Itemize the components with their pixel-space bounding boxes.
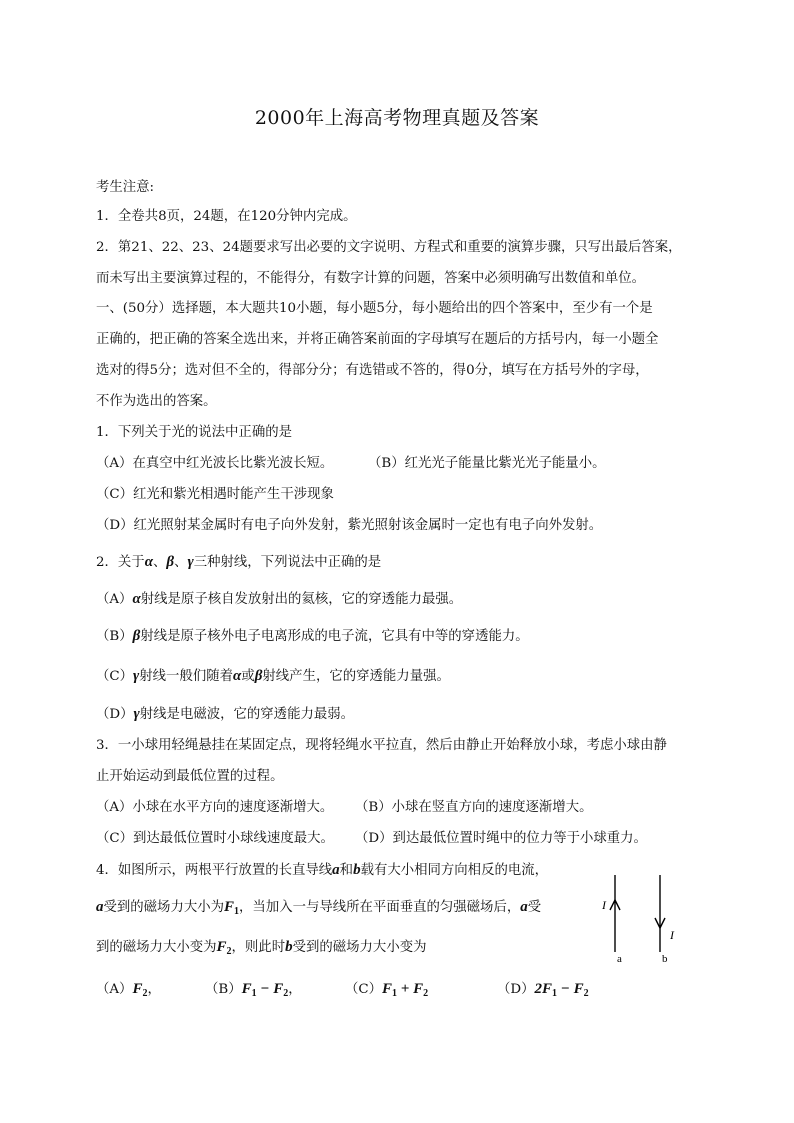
q1-stem: 1．下列关于光的说法中正确的是 [96,425,292,440]
coefficient: 2 [534,981,543,997]
section-intro-line-4: 不作为选出的答案。 [96,394,217,409]
q3-stem-line-2: 止开始运动到最低位置的过程。 [96,769,284,784]
wire-a-symbol: a [332,862,340,878]
q4-stem-line-2 [96,898,541,921]
section-intro-line-2: 正确的，把正确的答案全选出来，并将正确答案前面的字母填写在题后的方括号内，每一小题全 [96,332,659,347]
force-f2 [217,939,232,955]
operator: + [397,981,414,997]
force-symbol: F [216,939,227,955]
option-text: 或 [241,669,255,684]
page-title: 2000年上海高考物理真题及答案 [254,107,540,129]
option-text: 射线一般们随着 [139,669,234,684]
option-text: ， [288,982,302,997]
q4-text: ，当加入一与导线所在平面垂直的匀强磁场后， [239,900,521,915]
current-label-a: I [602,898,606,912]
subscript: 2 [226,946,232,957]
notice-item-1: 1．全卷共8页，24题，在120分钟内完成。 [96,209,357,224]
option-text: 射线产生，它的穿透能力量强。 [262,669,450,684]
wire-a-symbol: a [96,899,104,915]
gamma-symbol: γ [187,554,194,570]
alpha-symbol: α [233,668,242,684]
force-symbol: F [241,981,252,997]
parallel-wires-figure [596,872,686,972]
option-label: （B） [205,982,242,997]
wire-a-symbol: a [520,899,528,915]
option-label: （A） [96,982,133,997]
notice-item-2: 2．第21、22、23、24题要求写出必要的文字说明、方程式和重要的演算步骤，只写出最后答案， [96,240,682,255]
q4-text: 到的磁场力大小变为 [96,940,217,955]
q4-option-a [96,980,161,1003]
force-symbol: F [542,981,553,997]
subscript: 2 [283,988,289,999]
q4-stem-line-3 [96,938,427,961]
subscript: 1 [234,906,240,917]
q4-option-c [345,980,428,1003]
subscript: 1 [552,988,558,999]
subscript: 2 [423,988,429,999]
option-label: （C） [96,669,134,684]
q4-stem-line-1 [96,861,548,880]
q4-text: 和 [339,863,354,878]
subscript: 2 [142,988,148,999]
q2-option-c [96,667,450,686]
q4-option-d [497,980,589,1003]
q3-option-c: （C）到达最低位置时小球线速度最大。 [96,831,334,846]
subscript: 1 [392,988,398,999]
q2-num: 2．关于 [96,555,145,570]
q2-option-d [96,705,354,724]
notice-heading: 考生注意: [96,180,155,195]
q3-option-a: （A）小球在水平方向的速度逐渐增大。 [96,800,334,815]
operator: − [557,981,574,997]
wire-a-label: a [617,953,622,965]
q4-text: ，则此时 [231,940,286,955]
option-label: （D） [497,982,535,997]
beta-symbol: β [254,668,263,684]
force-symbol: F [224,899,235,915]
wire-b-symbol: b [285,939,293,955]
q2-stem [96,553,381,572]
section-intro-line-1: 一、(50分）选择题，本大题共10小题，每小题5分，每小题给出的四个答案中，至少有一个是 [96,301,653,316]
force-symbol: F [413,981,424,997]
force-f1 [224,899,239,915]
q2-stem-tail: 三种射线，下列说法中正确的是 [193,555,382,570]
subscript: 1 [251,988,257,999]
gamma-symbol: γ [133,706,140,722]
alpha-symbol: α [132,591,141,607]
option-label: （A） [96,592,133,607]
q2-option-a [96,590,462,609]
option-text: 射线是原子核外电子电离形成的电子流，它具有中等的穿透能力。 [140,629,529,644]
q4-text: 受到的磁场力大小为 [103,900,225,915]
force-symbol: F [273,981,284,997]
q1-option-a: （A）在真空中红光波长比紫光波长短。 [96,456,334,471]
wire-b-label: b [662,953,668,965]
option-label: （D） [96,707,134,722]
force-symbol: F [132,981,143,997]
q1-option-c: （C）红光和紫光相遇时能产生干涉现象 [96,487,334,502]
q4-option-b [205,980,302,1003]
option-label: （B） [96,629,133,644]
q1-option-d: （D）红光照射某金属时有电子向外发射，紫光照射该金属时一定也有电子向外发射。 [96,518,603,533]
q3-option-b: （B）小球在竖直方向的速度逐渐增大。 [355,800,593,815]
beta-symbol: β [132,628,141,644]
option-text: 射线是原子核自发放射出的氦核，它的穿透能力最强。 [140,592,463,607]
option-text: 射线是电磁波，它的穿透能力最弱。 [139,707,355,722]
q4-text: 4．如图所示，两根平行放置的长直导线 [96,863,333,878]
section-intro-line-3: 选对的得5分；选对但不全的，得部分分；有选错或不答的，得0分，填写在方括号外的字母， [96,363,649,378]
alpha-symbol: α [144,554,154,570]
option-text: ， [147,982,161,997]
q4-text: 受 [527,900,542,915]
q1-option-b: （B）红光光子能量比紫光光子能量小。 [368,456,606,471]
q3-option-d: （D）到达最低位置时绳中的位力等于小球重力。 [355,831,647,846]
q4-text: 受到的磁场力大小变为 [292,940,427,955]
beta-symbol: β [166,554,175,570]
q2-option-b [96,627,529,646]
current-label-b: I [670,928,674,942]
operator: − [256,981,274,997]
option-label: （C） [345,982,383,997]
q4-text: 载有大小相同方向相反的电流， [360,863,549,878]
q3-stem-line-1: 3．一小球用轻绳悬挂在某固定点，现将轻绳水平拉直，然后由静止开始释放小球，考虑小球由静 [96,738,667,753]
force-symbol: F [573,981,584,997]
q2-sep: 、 [153,555,167,570]
force-symbol: F [382,981,393,997]
subscript: 2 [583,988,589,999]
gamma-symbol: γ [133,668,140,684]
q2-sep: 、 [174,555,188,570]
notice-item-2-cont: 而未写出主要演算过程的，不能得分，有数字计算的问题，答案中必须明确写出数值和单位。 [96,271,646,286]
wire-b-symbol: b [353,862,361,878]
